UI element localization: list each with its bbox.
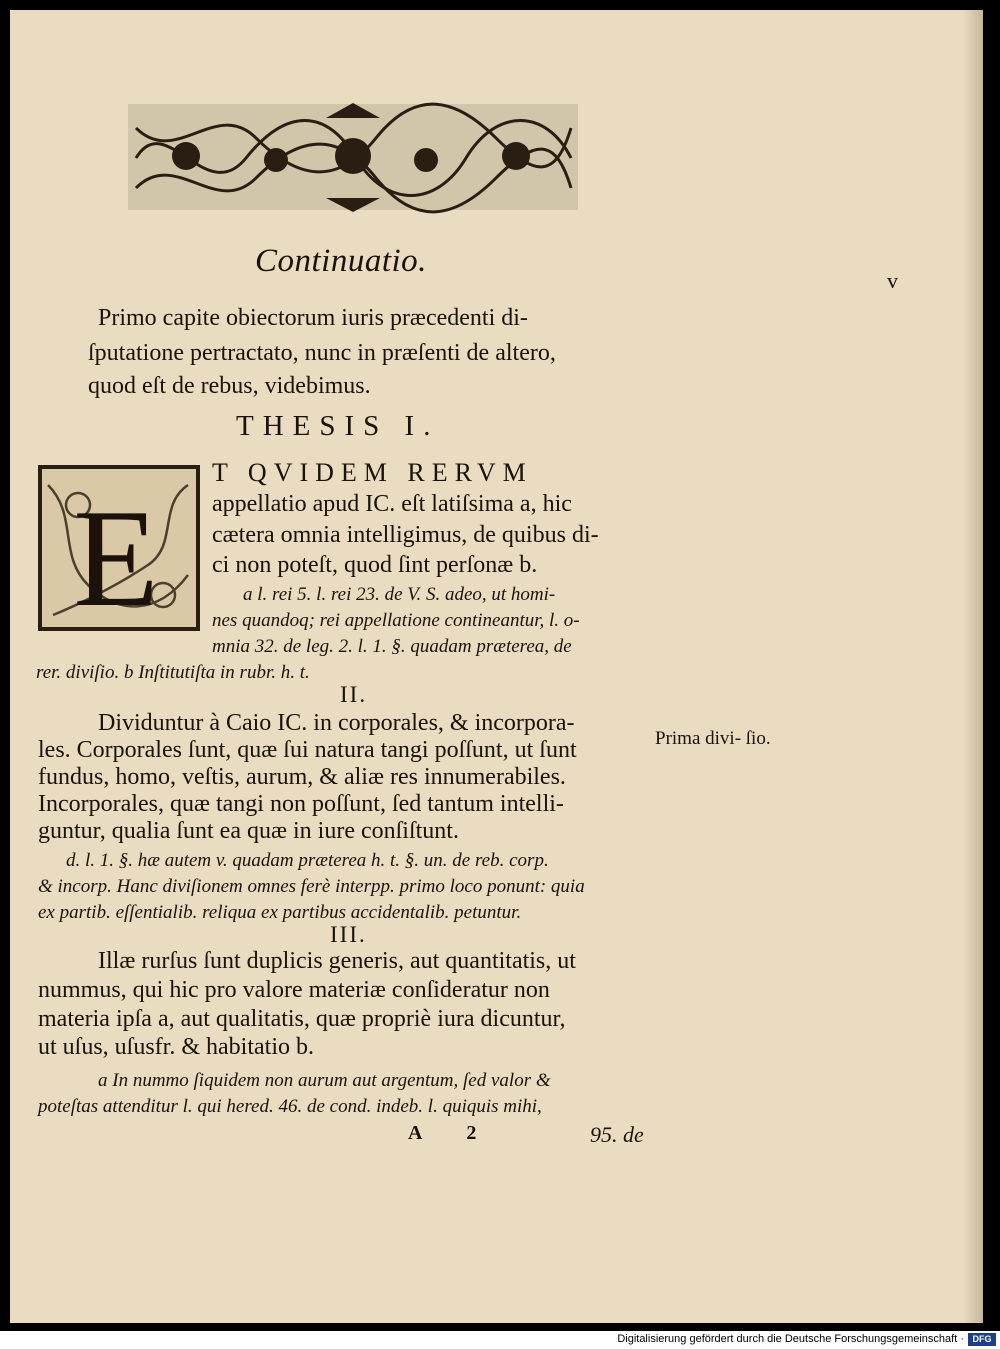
footnote-line: & incorp. Hanc diviſionem omnes ferè interpp. primo loco ponunt: quia: [38, 876, 585, 897]
thesis1-line: ci non poteſt, quod ſint perſonæ b.: [212, 552, 538, 578]
catchword: 95. de: [590, 1122, 644, 1147]
intro-line: quod eſt de rebus, videbimus.: [88, 373, 371, 399]
margin-mark: v: [887, 268, 898, 293]
dfg-logo: DFG: [968, 1333, 996, 1346]
section3-line: Illæ rurſus ſunt duplicis generis, aut quantitatis, ut: [98, 948, 576, 974]
section2-line: guntur, qualia ſunt ea quæ in iure conſiſtunt.: [38, 818, 459, 844]
page-heading: Continuatio.: [255, 243, 427, 279]
section-number: II.: [340, 682, 368, 707]
page-signature: A 2: [408, 1122, 497, 1144]
funding-notice: Digitalisierung gefördert durch die Deutsche Forschungsgemeinschaft ·: [617, 1333, 964, 1345]
section3-line: ut uſus, uſusfr. & habitatio b.: [38, 1034, 314, 1060]
svg-text:E: E: [73, 481, 159, 631]
section3-line: materia ipſa a, aut qualitatis, quæ propriè iura dicuntur,: [38, 1006, 566, 1032]
footnote-line: poteſtas attenditur l. qui hered. 46. de cond. indeb. l. quiquis mihi,: [38, 1096, 542, 1117]
intro-line: Primo capite obiectorum iuris præcedenti di-: [98, 305, 528, 331]
thesis1-line: appellatio apud IC. eſt latiſsima a, hic: [212, 491, 572, 517]
marginal-note: Prima divi- ſio.: [655, 728, 771, 749]
footnote-line: nes quandoq; rei appellatione contineantur, l. o-: [212, 610, 580, 631]
intro-line: ſputatione pertractato, nunc in præſenti de altero,: [88, 340, 556, 366]
footnote-line: rer. diviſio. b Inſtitutiſta in rubr. h. t.: [36, 662, 310, 683]
footnote-line: ex partib. eſſentialib. reliqua ex partibus accidentalib. petuntur.: [38, 902, 522, 923]
thesis1-line: cætera omnia intelligimus, de quibus di-: [212, 522, 599, 548]
decorative-headpiece-ornament: [126, 98, 580, 216]
footnote-line: a In nummo ſiquidem non aurum aut argentum, ſed valor &: [98, 1070, 551, 1091]
decorated-initial-letter: [38, 465, 200, 631]
thesis1-caps-line: T QVIDEM RERVM: [212, 458, 533, 487]
footer-bar: [0, 1331, 1000, 1349]
thesis-title: THESIS I.: [236, 410, 440, 442]
section3-line: nummus, qui hic pro valore materiæ conſideratur non: [38, 977, 550, 1003]
section2-line: Incorporales, quæ tangi non poſſunt, ſed tantum intelli-: [38, 791, 564, 817]
section2-line: fundus, homo, veſtis, aurum, & aliæ res innumerabiles.: [38, 764, 566, 790]
book-page: [10, 10, 983, 1323]
footnote-line: a l. rei 5. l. rei 23. de V. S. adeo, ut homi-: [243, 584, 556, 605]
footnote-line: mnia 32. de leg. 2. l. 1. §. quadam præterea, de: [212, 636, 572, 657]
footnote-line: d. l. 1. §. hæ autem v. quadam præterea h. t. §. un. de reb. corp.: [66, 850, 549, 871]
section2-line: les. Corporales ſunt, quæ ſui natura tangi poſſunt, ut ſunt: [38, 737, 577, 763]
section-number: III.: [330, 922, 367, 947]
section2-line: Dividuntur à Caio IC. in corporales, & incorpora-: [98, 710, 575, 736]
